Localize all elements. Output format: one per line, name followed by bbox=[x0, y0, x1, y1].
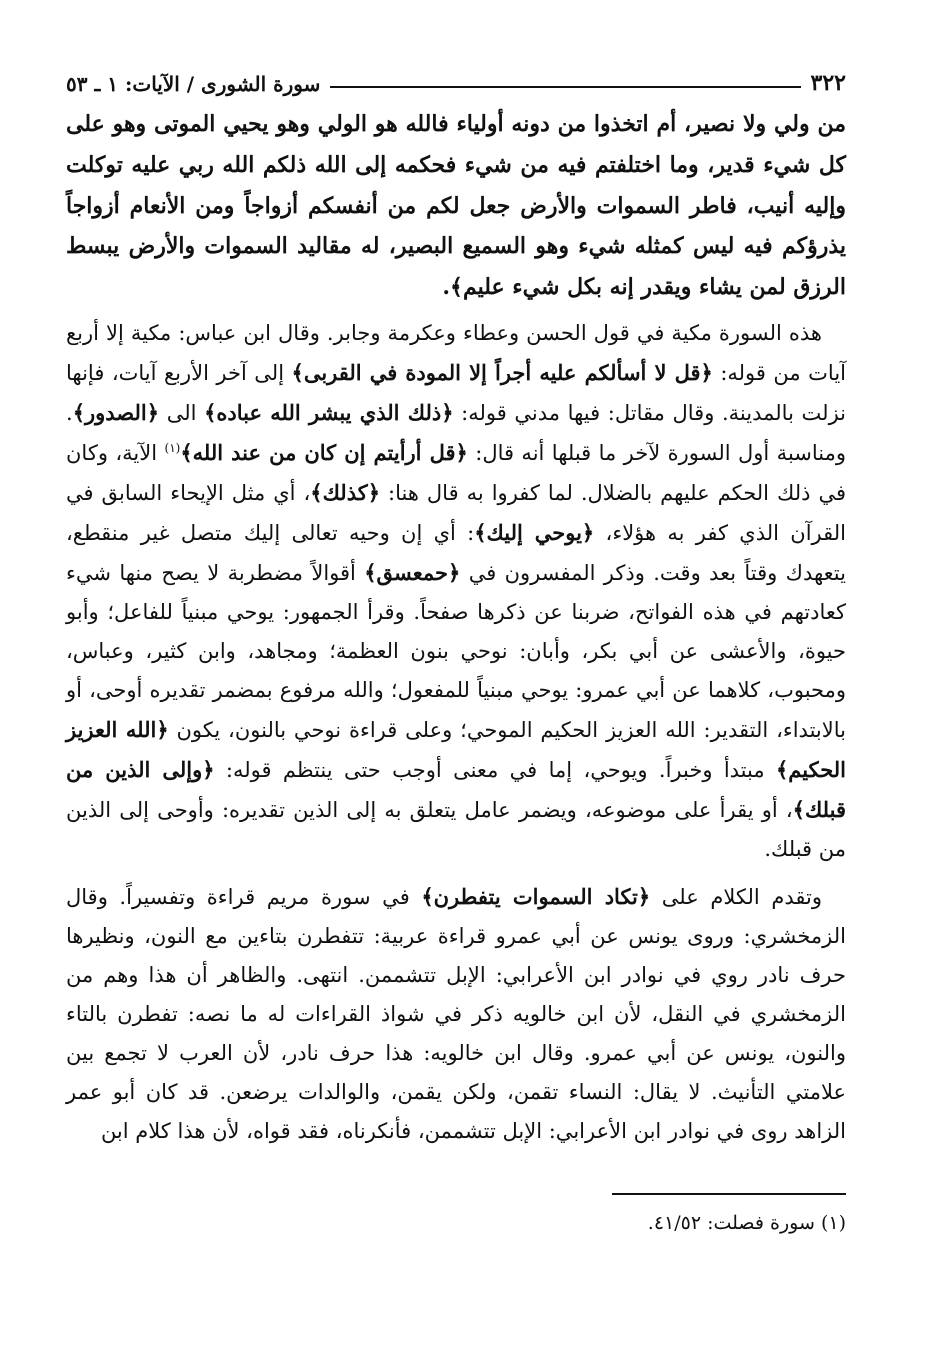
quran-quote: ﴿الصدور﴾ bbox=[72, 399, 160, 425]
text-run: أقوالاً مضطربة لا يصح منها شيء كعادتهم في هذه الفواتح، ضربنا عن ذكرها صفحاً. وقرأ الجمهور: يوحي مبنياً للفاعل؛ وأبو حيوة، والأعشى عن أبي بكر، وأبان: نوحي بنون العظمة؛ ومجاهد، وابن كثير، وعباس، ومحبوب، كلاهما عن أبي عمرو: يوحي مبنياً للمفعول؛ والله مرفوع بمضمر تقديره أوحى، أو بالابتداء، التقدير: الله العزيز الحكيم الموحي؛ وعلى قراءة نوحي بالنون، يكون bbox=[66, 560, 846, 742]
quran-quote: ﴿وإلى الذين من قبلك﴾ bbox=[66, 756, 846, 822]
running-title: سورة الشورى / الآيات: ١ ـ ٥٣ bbox=[66, 72, 321, 96]
text-run: في سورة مريم قراءة وتفسيراً. وقال الزمخشري: وروى يونس عن أبي عمرو قراءة عربية: تتفطرن بتاءين مع النون، ونظيرها حرف نادر روي في نوادر ابن الأعرابي: الإبل تتشممن. انتهى. والظاهر أن هذا وهم من الزمخشري في النقل، لأن ابن خالويه ذكر في شواذ القراءات له ما نصه: تفطرن بالتاء والنون، يونس عن أبي عمرو. وقال ابن خالويه: هذا حرف نادر، لأن العرب لا تجمع بين علامتي التأنيث. لا يقال: النساء تقمن، ولكن يقمن، والوالدات يرضعن. قد كان أبو عمر الزاهد روى في نوادر ابن الأعرابي: الإبل تتشممن، فأنكرناه، فقد قواه، لأن هذا كلام ابن bbox=[66, 884, 846, 1143]
text-run: ، أي مثل الإيحاء السابق في القرآن الذي كفر به هؤلاء، bbox=[66, 480, 846, 545]
quran-quote: ﴿تكاد السموات يتفطرن﴾ bbox=[421, 883, 651, 909]
text-run: الى bbox=[159, 400, 205, 425]
text-run: : أي إن وحيه تعالى إليك متصل غير منقطع، يتعهدك وقتاً بعد وقت. وذكر المفسرون في bbox=[66, 520, 846, 585]
quran-quote: ﴿قل أرأيتم إن كان من عند الله﴾ bbox=[180, 439, 468, 465]
quran-quote: ﴿الله العزيز الحكيم﴾ bbox=[66, 716, 846, 782]
footnote: (١) سورة فصلت: ٤١/٥٢. bbox=[647, 1212, 846, 1234]
page-body bbox=[66, 104, 846, 1151]
text-run: إلى آخر الأربع آيات، فإنها نزلت بالمدينة. وقال مقاتل: فيها مدني قوله: bbox=[66, 360, 847, 425]
commentary-paragraph-2 bbox=[66, 877, 846, 1151]
footnote-marker[interactable]: (١) bbox=[164, 440, 181, 455]
text-run: هذه السورة مكية في قول الحسن وعطاء وعكرمة وجابر. وقال ابن عباس: مكية إلا أربع آيات من قوله: bbox=[66, 320, 846, 385]
text-run: وتقدم الكلام على bbox=[650, 884, 822, 909]
quran-quote: ﴿يوحي إليك﴾ bbox=[474, 519, 595, 545]
text-run: . ومناسبة أول السورة لآخر ما قبلها أنه قال: bbox=[66, 400, 846, 465]
quran-quote: ﴿كذلك﴾ bbox=[310, 479, 381, 505]
page-number: ٣٢٢ bbox=[810, 70, 846, 96]
header-rule bbox=[330, 86, 800, 88]
quran-quote: ﴿حمعسق﴾ bbox=[364, 559, 461, 585]
commentary-paragraph-1 bbox=[66, 314, 846, 869]
footnote-divider bbox=[612, 1193, 846, 1195]
text-run: الآية، وكان في ذلك الحكم عليهم بالضلال. لما كفروا به قال هنا: bbox=[66, 440, 846, 505]
running-header bbox=[66, 60, 846, 96]
quran-quote: ﴿ذلك الذي يبشر الله عباده﴾ bbox=[204, 399, 454, 425]
verse-block: من ولي ولا نصير، أم اتخذوا من دونه أولياء فالله هو الولي وهو يحيي الموتى وهو على كل شيء قدير، وما اختلفتم فيه من شيء فحكمه إلى الله ذلكم الله ربي عليه توكلت وإليه أنيب، فاطر السموات والأرض جعل لكم من أنفسكم أزواجاً ومن الأنعام أزواجاً يذرؤكم فيه ليس كمثله شيء وهو السميع البصير، له مقاليد السموات والأرض يبسط الرزق لمن يشاء ويقدر إنه بكل شيء عليم﴾. bbox=[66, 111, 846, 301]
quran-quote: ﴿قل لا أسألكم عليه أجراً إلا المودة في القربى﴾ bbox=[291, 359, 713, 385]
text-run: ، أو يقرأ على موضوعه، ويضمر عامل يتعلق به إلى الذين تقديره: وأوحى إلى الذين من قبلك. bbox=[66, 797, 846, 861]
text-run: مبتدأ وخبراً. ويوحي، إما في معنى أوجب حتى ينتظم قوله: bbox=[214, 757, 776, 782]
